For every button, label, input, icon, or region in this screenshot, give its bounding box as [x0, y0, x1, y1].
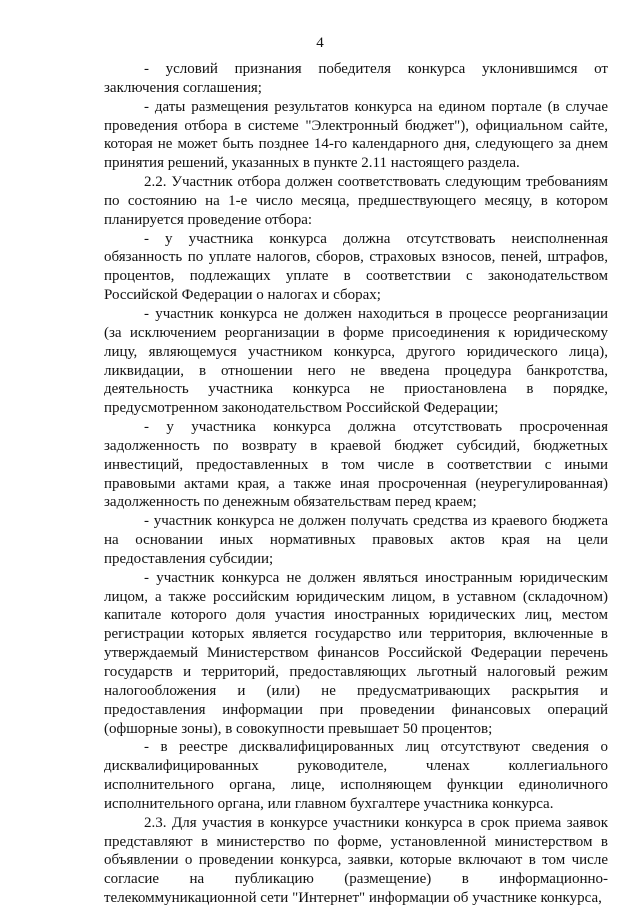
paragraph-winner-evasion-conditions: - условий признания победителя конкурса уклонившимся от заключения соглашения; — [104, 61, 608, 96]
paragraph-section-2-2: 2.2. Участник отбора должен соответствовать следующим требованиям по состоянию на 1-е число месяца, предшествующего месяцу, в котором планируется проведение отбора: — [104, 174, 608, 228]
document-body — [104, 60, 608, 908]
paragraph-no-other-budget-funds: - участник конкурса не должен получать средства из краевого бюджета на основании иных нормативных правовых актов края на цели предоставления субсидии; — [104, 513, 608, 567]
paragraph-not-foreign-entity: - участник конкурса не должен являться иностранным юридическим лицом, а также российским юридическим лицом, в уставном (складочном) капитале которого доля участия иностранных юридических лиц, местом регистрации которых является государство или территория, включенные в утверждаемый Министерством финансов Российской Федерации перечень государств и территорий, предоставляющих льготный налоговый режим налогообложения и (или) не предусматривающих раскрытия и предоставления информации при проведении финансовых операций (офшорные зоны), в совокупности превышает 50 процентов; — [104, 569, 608, 737]
paragraph-disqualified-persons: - в реестре дисквалифицированных лиц отсутствуют сведения о дисквалифицированных руководителе, членах коллегиального исполнительного органа, лице, исполняющем функции единоличного исполнительного органа, или главном бухгалтере участника конкурса. — [104, 739, 608, 812]
paragraph-no-tax-debt: - у участника конкурса должна отсутствовать неисполненная обязанность по уплате налогов, сборов, страховых взносов, пеней, штрафов, процентов, подлежащих уплате в соответствии с законодательством Российской Федерации о налогах и сборах; — [104, 230, 608, 304]
paragraph-no-overdue-debt: - у участника конкурса должна отсутствовать просроченная задолженность по возврату в краевой бюджет субсидий, бюджетных инвестиций, предоставленных в том числе в соответствии с иными правовыми актами края, а также иная просроченная (неурегулированная) задолженность по денежным обязательствам перед краем; — [104, 419, 608, 511]
paragraph-results-publication-date: - даты размещения результатов конкурса на едином портале (в случае проведения отбора в системе "Электронный бюджет"), официальном сайте, которая не может быть позднее 14-го календарного дня, следующего за днем принятия решений, указанных в пункте 2.11 настоящего раздела. — [104, 98, 608, 172]
paragraph-section-2-3: 2.3. Для участия в конкурсе участники конкурса в срок приема заявок представляют в министерство по форме, установленной министерством в объявлении о проведении конкурса, заявки, которые включают в том числе согласие на публикацию (размещение) в информационно-телекоммуникационной сети "Интернет" информации об участнике конкурса, — [104, 814, 608, 907]
page-number: 4 — [316, 35, 324, 51]
paragraph-no-reorganization: - участник конкурса не должен находиться в процессе реорганизации (за исключением реорганизации в форме присоединения к юридическому лицу, являющемуся участником конкурса, другого юридического лица), ликвидации, в отношении него не введена процедура банкротства, деятельность участника конкурса не приостановлена в порядке, предусмотренном законодательством Российской Федерации; — [104, 305, 608, 417]
